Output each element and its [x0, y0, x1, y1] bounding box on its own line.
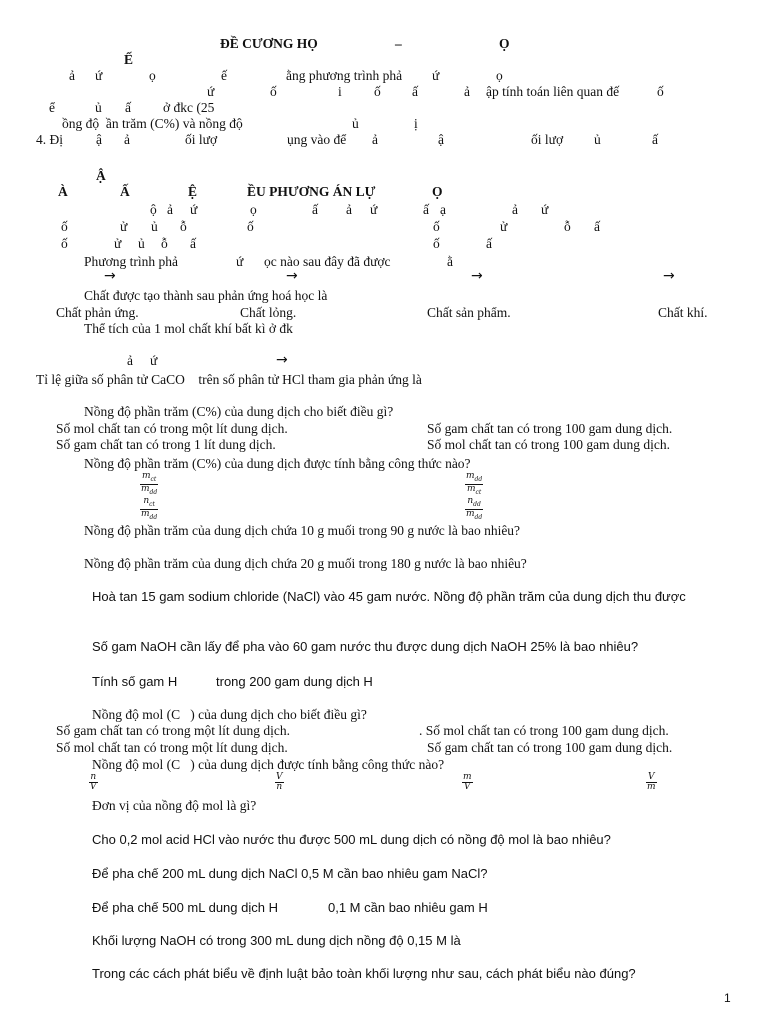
- objective-fragment: ụng vào để: [287, 132, 347, 147]
- question-5-fragment: ả: [127, 353, 133, 368]
- objective-fragment: ứ: [207, 84, 215, 99]
- doc-title-dash: –: [395, 36, 402, 51]
- formula-option-b[interactable]: $m_{dd}$ $m_{ct}$: [466, 471, 483, 496]
- question-18-stem: Để pha chế 500 mL dung dịch H: [92, 900, 278, 915]
- option-b[interactable]: . Số mol chất tan có trong 100 gam dung dịch.: [419, 723, 669, 738]
- section-heading: Ệ: [188, 184, 198, 199]
- option-a[interactable]: Chất phản ứng.: [56, 305, 139, 320]
- formula-option-c[interactable]: $\frac{m}{V}$: [463, 772, 472, 792]
- formula-option-d[interactable]: $n_{dd}$ $m_{dd}$: [466, 496, 483, 521]
- objective-fragment: ở đkc (25: [163, 100, 215, 115]
- formula-option-a[interactable]: $\frac{n}{V}$: [90, 772, 97, 792]
- option-b[interactable]: Số gam chất tan có trong 100 gam dung dịch.: [427, 421, 673, 436]
- question-7-stem: Nồng độ phần trăm (C%) của dung dịch được tính bằng công thức nào?: [84, 456, 471, 471]
- objective-fragment: ố: [270, 84, 277, 99]
- question-11-stem: Số gam NaOH cần lấy để pha vào 60 gam nước thu được dung dịch NaOH 25% là bao nhiêu?: [92, 639, 639, 654]
- objective-fragment: ấ: [652, 132, 658, 147]
- question-10-stem: Hoà tan 15 gam sodium chloride (NaCl) vào 45 gam nước. Nồng độ phần trăm của dung dịch thu được: [92, 589, 686, 604]
- reaction-arrow-a: →: [104, 268, 116, 284]
- section-heading: ỀU PHƯƠNG ÁN LỰ: [247, 184, 376, 199]
- option-b[interactable]: Chất lỏng.: [240, 305, 297, 320]
- option-d[interactable]: Chất khí.: [658, 305, 708, 320]
- question-13-stem: Nồng độ mol (C ) của dung dịch cho biết điều gì?: [92, 707, 367, 722]
- objective-fragment: ứ: [95, 68, 103, 83]
- option-c[interactable]: Số gam chất tan có trong 1 lít dung dịch.: [56, 437, 276, 452]
- objective-fragment: ọ: [149, 68, 156, 83]
- doc-title-end: Ọ: [499, 36, 510, 51]
- objective-fragment: ả: [69, 68, 75, 83]
- option-c[interactable]: Chất sản phẩm.: [427, 305, 511, 320]
- objective-fragment: ủ: [352, 116, 359, 131]
- section-heading: Ấ: [120, 184, 130, 199]
- question-5-fragment: ứ: [150, 353, 158, 368]
- question-2-stem: Phương trình phả: [84, 254, 178, 269]
- objective-fragment: ả: [372, 132, 378, 147]
- question-15-stem: Đơn vị của nồng độ mol là gì?: [92, 798, 257, 813]
- formula-option-c[interactable]: $n_{ct}$ $m_{dd}$: [141, 496, 158, 521]
- question-2-stem: ứ: [236, 254, 244, 269]
- option-d[interactable]: Số mol chất tan có trong 100 gam dung dịch.: [427, 437, 670, 452]
- option-d[interactable]: Số gam chất tan có trong 100 gam dung dịch.: [427, 740, 673, 755]
- question-20-stem: Trong các cách phát biểu về định luật bảo toàn khối lượng như sau, cách phát biểu nào đúng?: [92, 966, 636, 981]
- section-heading: À: [58, 184, 68, 199]
- objective-fragment: ậ: [438, 132, 444, 147]
- section-heading: Ậ: [96, 168, 106, 183]
- objective-fragment: ố: [374, 84, 381, 99]
- doc-subtitle: Ế: [124, 52, 134, 67]
- reaction-arrow-d: →: [663, 268, 675, 284]
- objective-fragment: ị: [414, 116, 418, 131]
- question-5-stem: Tỉ lệ giữa số phân tử CaCO trên số phân tử HCl tham gia phản ứng là: [36, 372, 422, 387]
- objective-fragment: ập tính toán liên quan đế: [486, 84, 620, 99]
- option-a[interactable]: Số mol chất tan có trong một lít dung dịch.: [56, 421, 288, 436]
- objective-fragment: ối lượ: [185, 132, 218, 147]
- question-18-stem: 0,1 M cần bao nhiêu gam H: [328, 900, 488, 915]
- question-19-stem: Khối lượng NaOH có trong 300 mL dung dịch nồng độ 0,15 M là: [92, 933, 461, 948]
- question-3-stem: Chất được tạo thành sau phản ứng hoá học là: [84, 288, 328, 303]
- objective-fragment: ối lượ: [531, 132, 564, 147]
- question-8-stem: Nồng độ phần trăm của dung dịch chứa 10 g muối trong 90 g nước là bao nhiêu?: [84, 523, 521, 538]
- section-heading: Ọ: [432, 184, 443, 199]
- objective-fragment: ả: [124, 132, 130, 147]
- question-16-stem: Cho 0,2 mol acid HCl vào nước thu được 500 mL dung dịch có nồng độ mol là bao nhiêu?: [92, 832, 611, 847]
- formula-option-d[interactable]: $\frac{V}{m}$: [647, 772, 656, 792]
- question-17-stem: Để pha chế 200 mL dung dịch NaCl 0,5 M cần bao nhiêu gam NaCl?: [92, 866, 488, 881]
- question-12-stem: trong 200 gam dung dịch H: [216, 674, 373, 689]
- formula-option-b[interactable]: $\frac{V}{n}$: [276, 772, 283, 792]
- reaction-arrow-b: →: [286, 268, 298, 284]
- question-12-stem: Tính số gam H: [92, 674, 178, 689]
- question-2-stem: ằ: [447, 254, 453, 269]
- question-4-stem: Thể tích của 1 mol chất khí bất kì ở đk: [84, 321, 293, 336]
- objective-fragment: ể: [49, 100, 55, 115]
- objective-fragment: i: [338, 84, 342, 99]
- option-a[interactable]: Số gam chất tan có trong một lít dung dịch.: [56, 723, 290, 738]
- objective-fragment: ọ: [496, 68, 503, 83]
- formula-option-a[interactable]: $m_{ct}$ $m_{dd}$: [141, 471, 158, 496]
- objective-fragment: ố: [657, 84, 664, 99]
- reaction-arrow-c: →: [471, 268, 483, 284]
- page-number: 1: [724, 991, 731, 1005]
- objective-fragment: ậ: [96, 132, 102, 147]
- objective-fragment: ủ: [594, 132, 601, 147]
- question-14-stem: Nồng độ mol (C ) của dung dịch được tính bằng công thức nào?: [92, 757, 445, 772]
- objective-fragment: ế: [221, 68, 227, 83]
- question-2-stem: ọc nào sau đây đã được: [264, 254, 391, 269]
- question-9-stem: Nồng độ phần trăm của dung dịch chứa 20 g muối trong 180 g nước là bao nhiêu?: [84, 556, 527, 571]
- objective-line: ồng độ ần trăm (C%) và nồng độ: [62, 116, 243, 131]
- objective-fragment: ấ: [412, 84, 418, 99]
- objective-fragment: ằng phương trình phả: [286, 68, 403, 83]
- objective-fragment: ứ: [432, 68, 440, 83]
- objective-fragment: ấ: [125, 100, 131, 115]
- question-6-stem: Nồng độ phần trăm (C%) của dung dịch cho biết điều gì?: [84, 404, 394, 419]
- objective-fragment: 4. Đị: [36, 132, 63, 147]
- doc-title: ĐỀ CƯƠNG HỌ: [220, 36, 318, 51]
- option-c[interactable]: Số mol chất tan có trong một lít dung dịch.: [56, 740, 288, 755]
- reaction-arrow: →: [276, 352, 288, 368]
- objective-fragment: ả: [464, 84, 470, 99]
- objective-fragment: ủ: [95, 100, 102, 115]
